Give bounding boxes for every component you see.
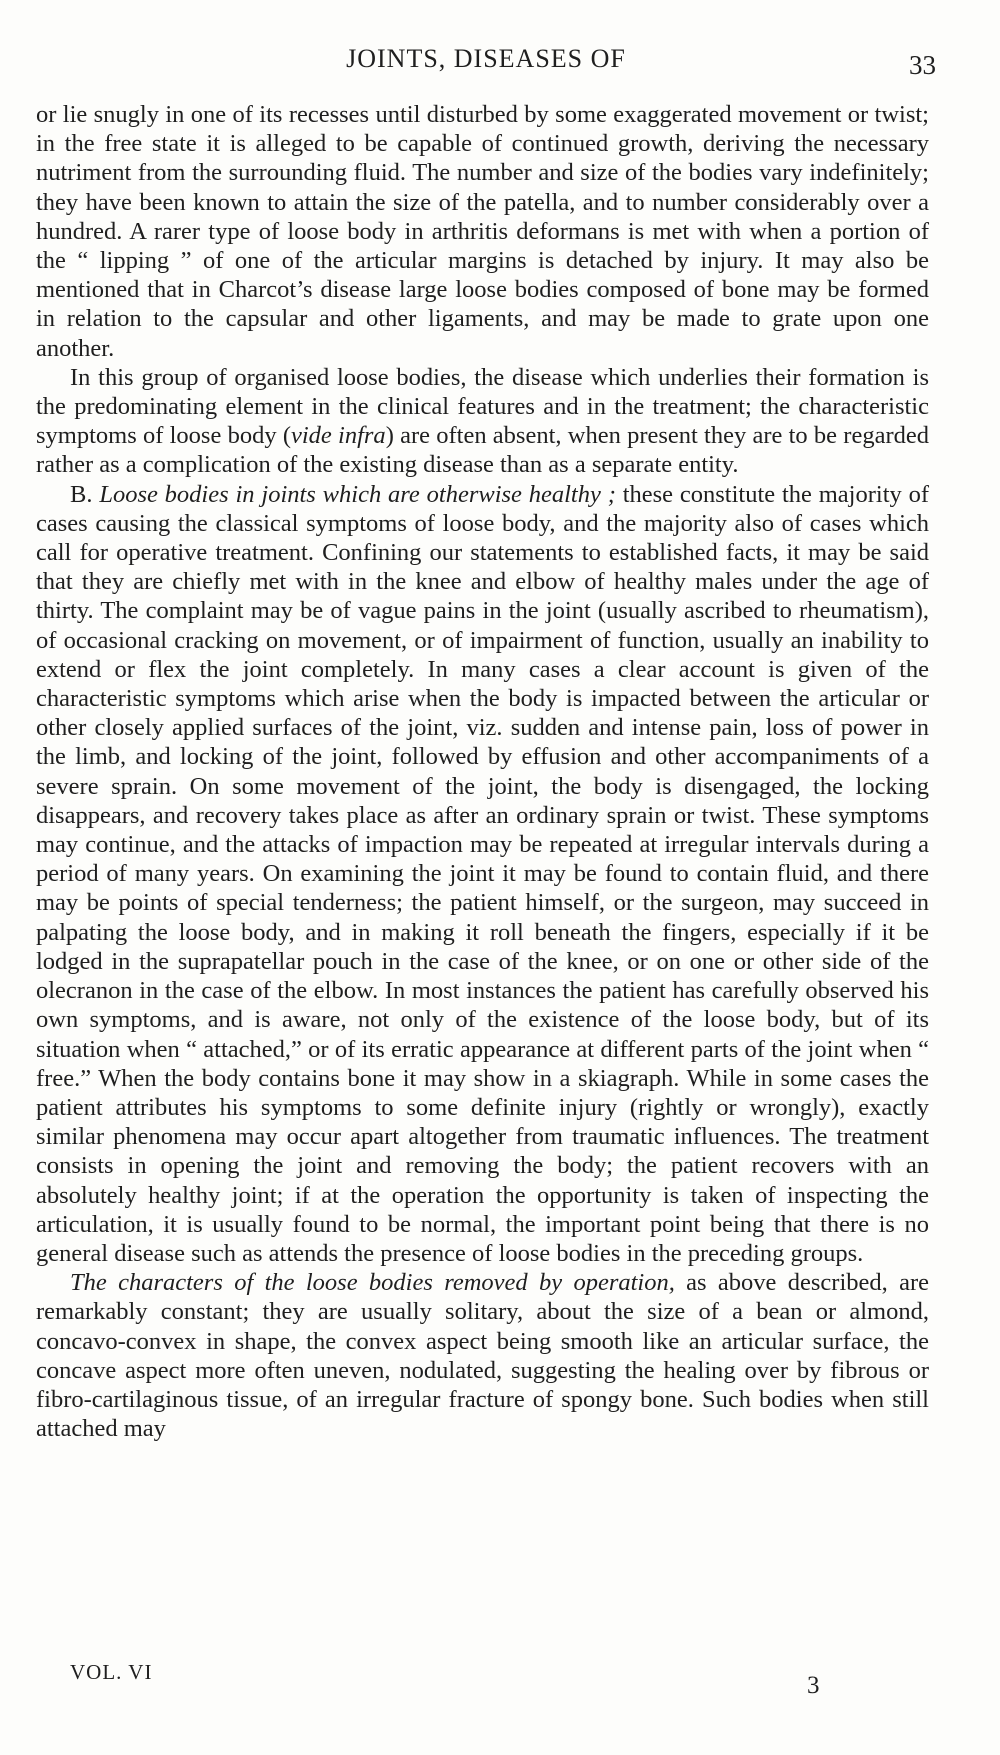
paragraph-4-text: as above described, are remarkably constant; they are usually solitary, about the size of a bean or almond, concavo-convex in shape, the convex aspect being smooth like an articular surface, the concave aspect more often uneven, nodulated, suggesting the healing over by fibrous or fibro-cartilaginous tissue, of an irregular fracture of spongy bone. Such bodies when still attached may [36,1269,929,1443]
page-header [36,40,936,80]
page-footer [36,1660,936,1710]
paragraph-3 [36,480,929,1268]
paragraph-2-text-b: ) are often absent, when present they are to be regarded rather as a complication of the existing disease than as a separate entity. [36,422,929,479]
paragraph-2 [36,363,929,480]
body-text [36,100,929,1443]
paragraph-2-italic: vide infra [290,422,386,450]
running-title: JOINTS, DISEASES OF [346,44,626,73]
paragraph-1: or lie snugly in one of its recesses until disturbed by some exaggerated movement or twist; in the free state it is alleged to be capable of continued growth, deriving the necessary nutriment from the surrounding fluid. The number and size of the bodies vary indefinitely; they have been known to attain the size of the patella, and to number considerably over a hundred. A rarer type of loose body in arthritis deformans is met with when a portion of the “ lipping ” of one of the articular margins is detached by injury. It may also be mentioned that in Charcot’s disease large loose bodies composed of bone may be formed in relation to the capsular and other ligaments, and may be made to grate upon one another. [36,101,929,362]
paragraph-3-text: these constitute the majority of cases causing the classical symptoms of loose body, and the majority also of cases which call for operative treatment. Confining our statements to established facts, it may be said that they are chiefly met with in the knee and elbow of healthy males under the age of thirty. The complaint may be of vague pains in the joint (usually ascribed to rheumatism), of occasional cracking on movement, or of impairment of function, usually an inability to extend or flex the joint completely. In many cases a clear account is given of the characteristic symptoms which arise when the body is impacted between the articular or other closely applied surfaces of the joint, viz. sudden and intense pain, loss of power in the limb, and locking of the joint, followed by effusion and other accompaniments of a severe sprain. On some movement of the joint, the body is disengaged, the locking disappears, and recovery takes place as after an ordinary sprain or twist. These symptoms may continue, and the attacks of impaction may be repeated at irregular intervals during a period of many years. On examining the joint it may be found to contain fluid, and there may be points of special tenderness; the patient himself, or the surgeon, may succeed in palpating the loose body, and in making it roll beneath the fingers, especially if it be lodged in the suprapatellar pouch in the case of the knee, or on one or other side of the olecranon in the case of the elbow. In most instances the patient has carefully observed his own symptoms, and is aware, not only of the existence of the loose body, but of its situation when “ attached,” or of its erratic appearance at different parts of the joint when “ free.” When the body contains bone it may show in a skiagraph. While in some cases the patient attributes his symptoms to some definite injury (rightly or wrongly), exactly similar phenomena may occur apart altogether from traumatic influences. The treatment consists in opening the joint and removing the body; the patient recovers with an absolutely healthy joint; if at the operation the opportunity is taken of inspecting the articulation, it is usually found to be normal, the important point being that there is no general disease such as attends the presence of loose bodies in the preceding groups. [36,480,930,1267]
volume-mark: VOL. VI [70,1660,153,1684]
paragraph-4-italic: The characters of the loose bodies removed by operation, [70,1269,675,1297]
paragraph-3-lead: B. [70,480,100,508]
paragraph-2-text-a: In this group of organised loose bodies, the disease which underlies their formation is the predominating element in the clinical features and in the treatment; the characteristic symptoms of loose body ( [36,363,929,450]
paragraph-3-italic: Loose bodies in joints which are otherwise healthy ; [99,480,616,508]
signature-mark: 3 [807,1672,820,1699]
paragraph-4 [36,1268,929,1443]
page-number: 33 [909,50,936,80]
